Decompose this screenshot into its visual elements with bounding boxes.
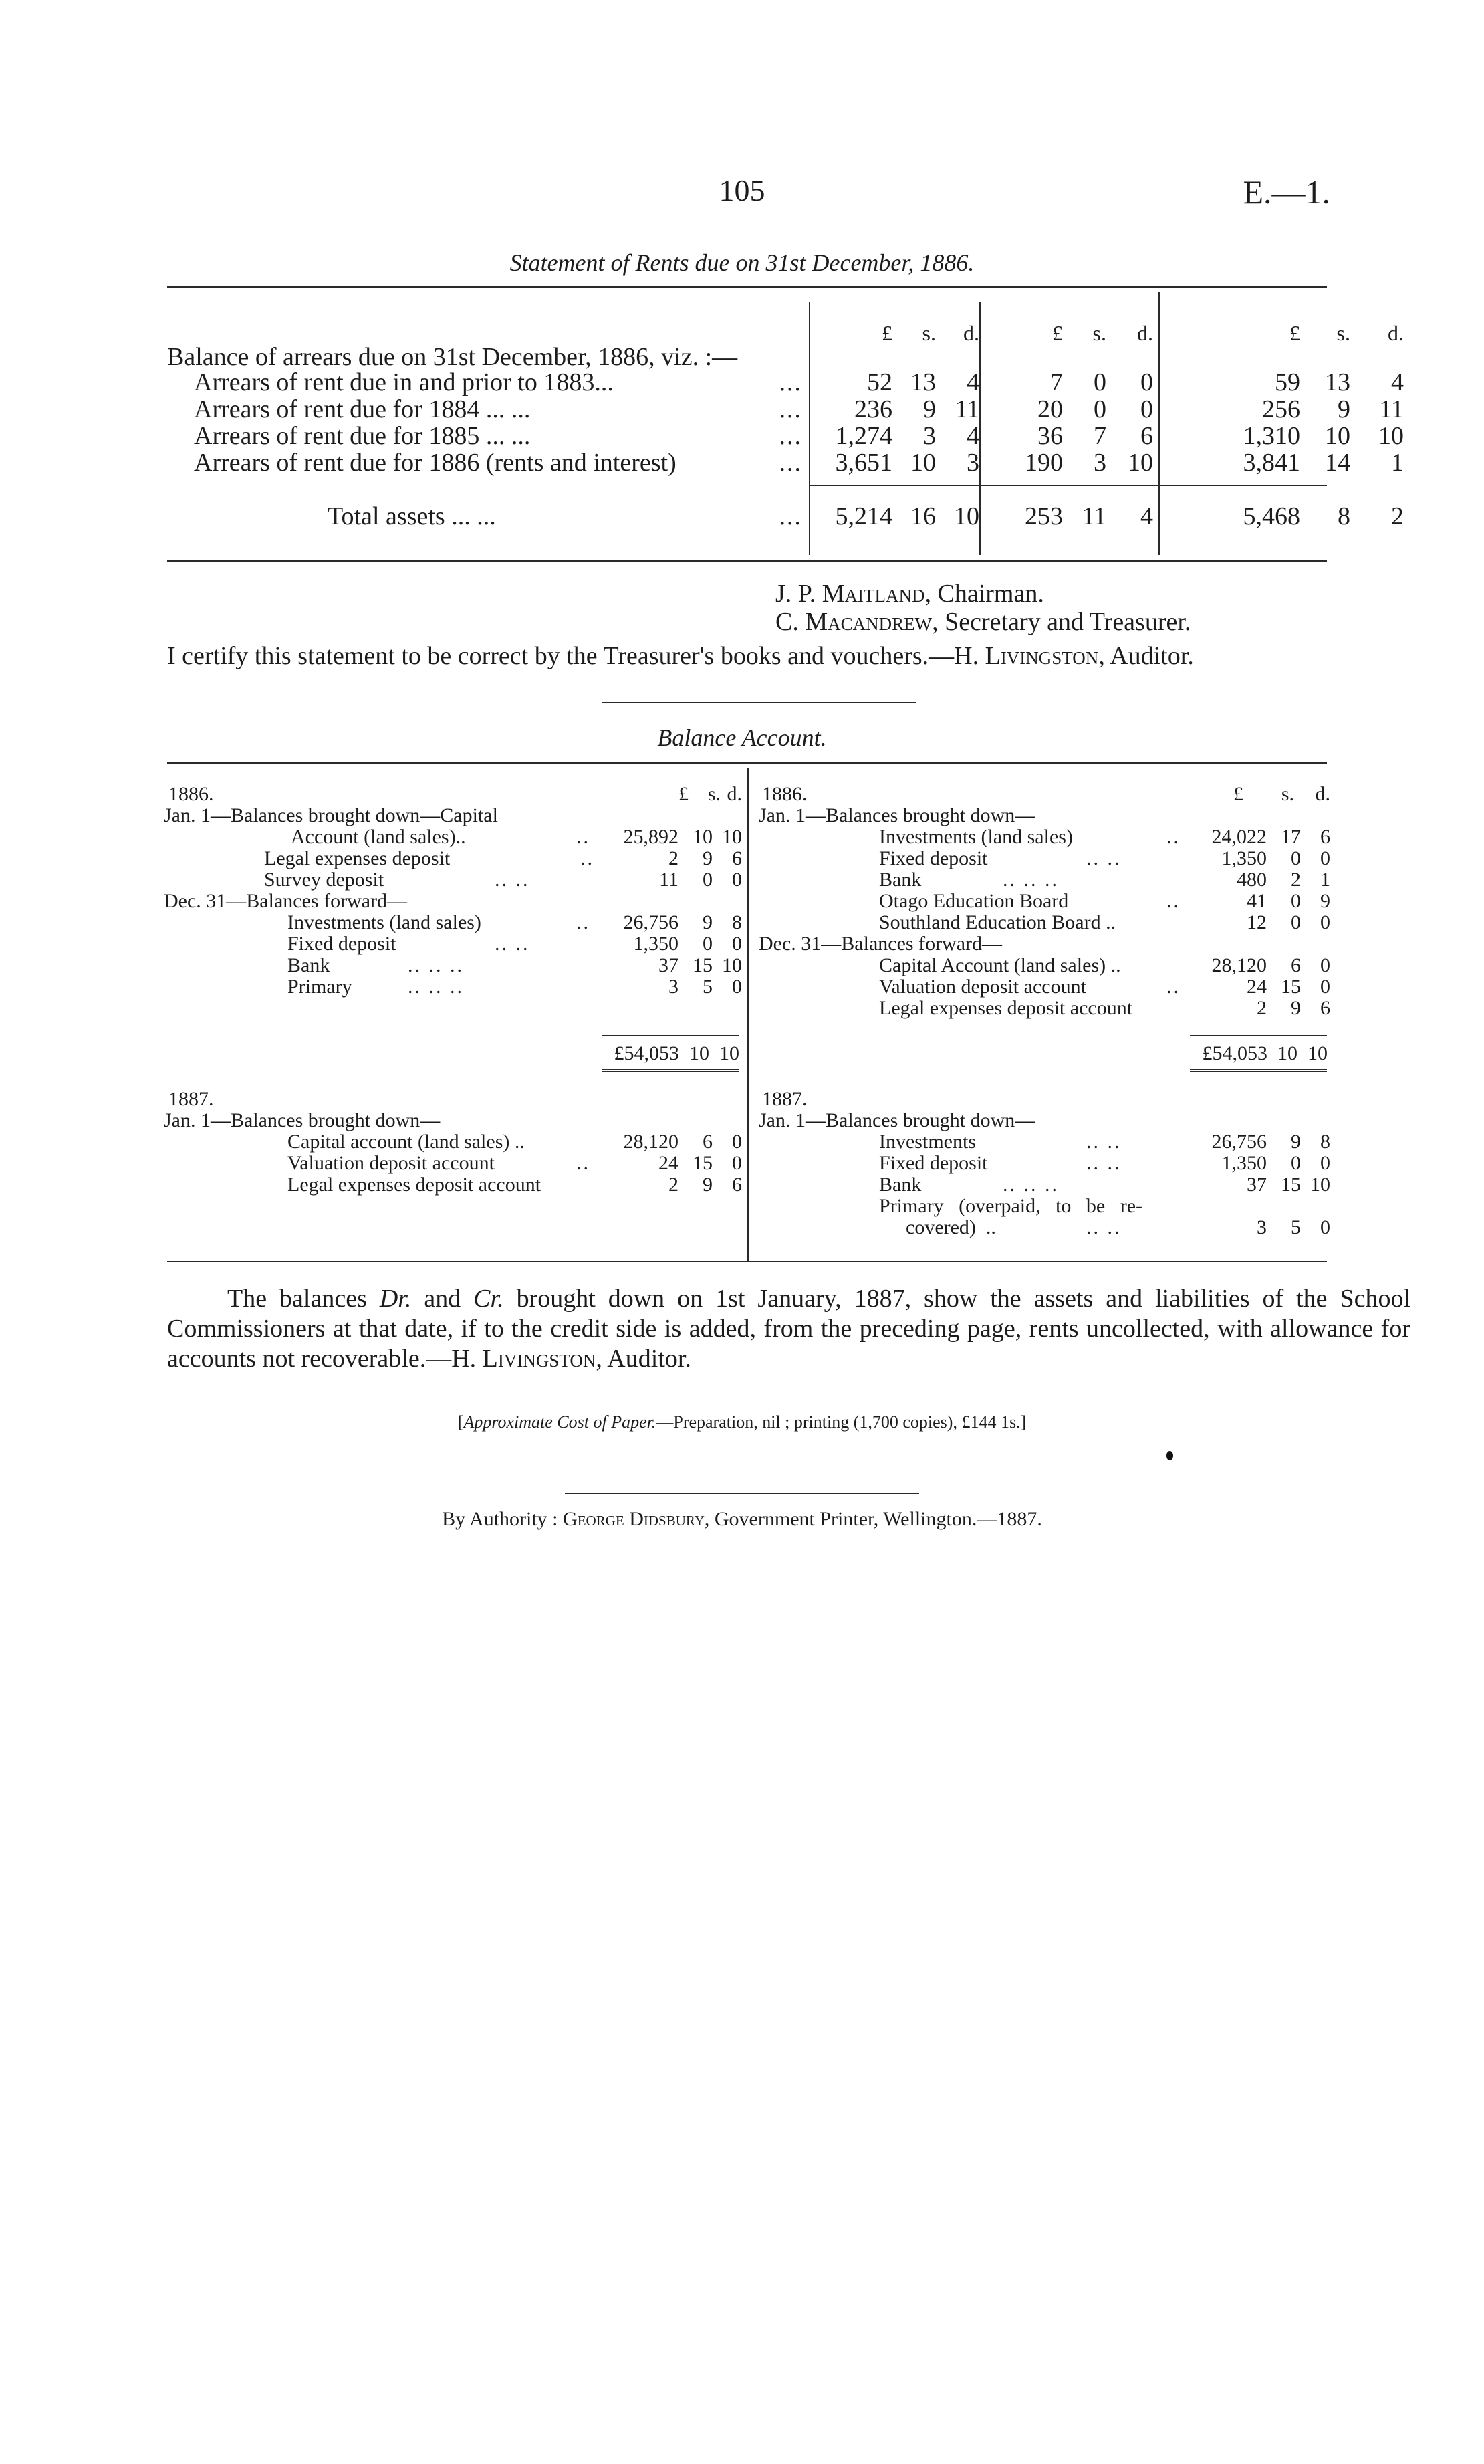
dr-total: £54,053 10 10	[614, 1042, 739, 1065]
cell: 12	[1247, 911, 1267, 933]
dr-subtotal-rule	[602, 1035, 739, 1036]
cr-year-1886: 1886.	[762, 783, 808, 805]
leader-dots: .. .. ..	[408, 976, 464, 998]
rents-row-label: Arrears of rent due for 1884 ... ...	[194, 395, 531, 423]
cell: 0	[1320, 1152, 1330, 1174]
dr-item-label: Investments (land sales)	[287, 911, 481, 933]
cell: 0	[1320, 847, 1330, 869]
cell: 24	[658, 1152, 678, 1174]
summary-cr: Cr.	[473, 1284, 504, 1313]
page-number: 105	[719, 173, 765, 207]
dr-item-label: Capital account (land sales) ..	[287, 1131, 525, 1153]
rents-heading: Balance of arrears due on 31st December, 1886, viz. :—	[167, 343, 738, 371]
cell: 256	[1262, 395, 1300, 423]
cell: 10	[1378, 422, 1404, 450]
cr-item-label: Investments (land sales)	[879, 826, 1073, 848]
cell: 59	[1275, 368, 1300, 397]
leader-dots: ...	[779, 449, 802, 477]
cell: 1,350	[1221, 847, 1267, 869]
cr-item-label: Southland Education Board ..	[879, 911, 1116, 933]
cell: 3	[1094, 449, 1106, 477]
cell: 13	[1325, 368, 1350, 397]
rents-table-bottom-rule	[167, 560, 1327, 562]
cell: 7	[1094, 422, 1106, 450]
cr-dec-label: Dec. 31—Balances forward—	[759, 933, 1003, 955]
printer-authority	[201, 1508, 1283, 1531]
dr-item-label: Legal expenses deposit account	[287, 1173, 541, 1196]
section-divider	[602, 702, 916, 703]
cr-pence-header: d.	[1315, 783, 1330, 805]
cell: 0	[732, 869, 742, 891]
cr-jan-label: Jan. 1—Balances brought down—	[759, 804, 1035, 826]
cell: 0	[703, 869, 713, 891]
dr-item-label: Legal expenses deposit	[264, 847, 451, 869]
leader-dots: .. .. ..	[1003, 869, 1059, 891]
col2-pence-header: d.	[1137, 321, 1153, 345]
cell: 10	[722, 826, 742, 848]
cell: 6	[1320, 826, 1330, 848]
col1-shilling-header: s.	[922, 321, 936, 345]
col1-pound-header: £	[882, 321, 892, 345]
leader-dots: .. ..	[495, 933, 530, 955]
authority-suffix: , Government Printer, Wellington.—1887.	[704, 1508, 1042, 1530]
cell: 2	[668, 847, 678, 869]
cell: 4	[967, 422, 979, 450]
rents-row-label: Arrears of rent due for 1886 (rents and interest)	[194, 449, 676, 477]
cell: 4	[1140, 502, 1153, 530]
cell: 26,756	[1211, 1131, 1267, 1153]
cell: 0	[732, 1131, 742, 1153]
cell: 37	[658, 954, 678, 976]
rents-table-top-rule	[167, 286, 1327, 288]
cell: 0	[1140, 368, 1153, 397]
cr-total: £54,053 10 10	[1202, 1042, 1328, 1065]
cell: 10	[1310, 1173, 1330, 1196]
cell: 0	[1140, 395, 1153, 423]
summary-text	[167, 1284, 1410, 1374]
cell: 9	[1291, 1131, 1301, 1153]
cell: 24	[1247, 976, 1267, 998]
leader-dots: ..	[1166, 890, 1181, 912]
cr-item-label: Valuation deposit account	[879, 976, 1086, 998]
cell: 480	[1237, 869, 1267, 891]
cell: 10	[1325, 422, 1350, 450]
cell: 10	[693, 826, 713, 848]
cr-item-label: Investments	[879, 1131, 976, 1153]
cell: 3	[967, 449, 979, 477]
cell: 14	[1325, 449, 1350, 477]
col3-shilling-header: s.	[1336, 321, 1350, 345]
cell: 3	[923, 422, 936, 450]
summary-part-1: The balances	[227, 1284, 367, 1313]
cell: 1	[1391, 449, 1404, 477]
cell: 9	[923, 395, 936, 423]
cell: 8	[1320, 1131, 1330, 1153]
auditor-role: , Auditor.	[1098, 642, 1194, 670]
cr-subtotal-rule	[1190, 1035, 1327, 1036]
rents-row	[0, 423, 1484, 451]
cell: 15	[1281, 1173, 1301, 1196]
summary-part-3: brought down on 1st January, 1887, show the assets and liabilities of the School Commissioners at that date, if to the credit side is added, from the preceding page, rents uncollected, with allowance for accounts not recoverable.—H.	[167, 1284, 1411, 1373]
rents-row-label: Arrears of rent due in and prior to 1883...	[194, 368, 614, 397]
document-reference: E.—1.	[1243, 173, 1330, 211]
leader-dots: ...	[779, 395, 802, 423]
rents-row	[0, 369, 1484, 397]
cell: 9	[1338, 395, 1350, 423]
dr-item-label: Fixed deposit	[287, 933, 396, 955]
cell: 11	[1379, 395, 1404, 423]
secretary-signature	[775, 608, 1191, 635]
rents-row	[0, 396, 1484, 424]
cr-year-1887: 1887.	[762, 1088, 808, 1110]
dr-total-double-rule	[602, 1069, 739, 1072]
cell: 5	[703, 976, 713, 998]
cell: 0	[1291, 1152, 1301, 1174]
secretary-name: Macandrew	[805, 608, 933, 636]
cell: 24,022	[1211, 826, 1267, 848]
cell: 10	[722, 954, 742, 976]
cell: 5	[1291, 1216, 1301, 1238]
leader-dots: ...	[779, 422, 802, 450]
cell: 15	[693, 954, 713, 976]
cell: 10	[954, 502, 979, 530]
total-rule	[809, 485, 1327, 486]
dr-item-label: Valuation deposit account	[287, 1152, 495, 1174]
cell: 25,892	[623, 826, 678, 848]
auditor-name: Livingston	[985, 642, 1099, 670]
cell: 2	[1257, 997, 1267, 1019]
cell: 15	[693, 1152, 713, 1174]
dr-item-label: Bank	[287, 954, 330, 976]
cell: 28,120	[623, 1131, 678, 1153]
dr-item-label: Survey deposit	[264, 869, 384, 891]
dr-jan-1887-label: Jan. 1—Balances brought down—	[164, 1109, 441, 1131]
cell: 6	[703, 1131, 713, 1153]
cell: 6	[1291, 954, 1301, 976]
dr-shilling-header: s.	[707, 783, 721, 805]
leader-dots: .. ..	[495, 869, 530, 891]
leader-dots: ..	[1166, 976, 1181, 998]
cell: 3	[1257, 1216, 1267, 1238]
cell: 2	[1291, 869, 1301, 891]
cost-note-open: [	[457, 1412, 464, 1432]
cr-item-label: Primary (overpaid, to be re-	[879, 1195, 1143, 1217]
rents-total-row	[0, 503, 1484, 531]
cost-note	[201, 1412, 1283, 1432]
secretary-initials: C.	[775, 608, 799, 636]
cell: 9	[1320, 890, 1330, 912]
col1-pence-header: d.	[963, 321, 979, 345]
cell: 1,350	[1221, 1152, 1267, 1174]
balance-account-title: Balance Account.	[657, 724, 827, 751]
cell: 10	[910, 449, 936, 477]
cr-item-label: Bank	[879, 869, 922, 891]
cr-total-double-rule	[1190, 1069, 1327, 1072]
cell: 0	[1320, 976, 1330, 998]
authority-prefix: By Authority :	[442, 1508, 558, 1530]
dr-year-1887: 1887.	[168, 1088, 214, 1110]
cell: 0	[1291, 911, 1301, 933]
summary-dr: Dr.	[379, 1284, 412, 1313]
col2-pound-header: £	[1052, 321, 1063, 345]
cell: 0	[1320, 1216, 1330, 1238]
cell: 0	[1320, 911, 1330, 933]
total-assets-label: Total assets ... ...	[328, 502, 496, 530]
cr-pound-header: £	[1233, 783, 1243, 805]
dr-year-1886: 1886.	[168, 783, 214, 805]
chairman-role: , Chairman.	[924, 580, 1044, 608]
cell: 9	[703, 1173, 713, 1196]
dr-pound-header: £	[678, 783, 689, 805]
balance-top-rule	[167, 762, 1327, 764]
leader-dots: ...	[779, 368, 802, 397]
cell: 0	[1320, 954, 1330, 976]
cell: 0	[732, 976, 742, 998]
cr-item-label: covered) ..	[906, 1216, 996, 1238]
leader-dots: .. ..	[1086, 1131, 1122, 1153]
cell: 2	[668, 1173, 678, 1196]
cell: 1,350	[633, 933, 678, 955]
cell: 6	[732, 1173, 742, 1196]
cell: 9	[703, 911, 713, 933]
dr-pence-header: d.	[727, 783, 742, 805]
chairman-name: Maitland	[822, 580, 925, 608]
cell: 6	[1140, 422, 1153, 450]
cell: 11	[1082, 502, 1106, 530]
cell: 13	[910, 368, 936, 397]
chairman-signature	[775, 580, 1044, 607]
cr-item-label: Fixed deposit	[879, 847, 988, 869]
cell: 2	[1391, 502, 1404, 530]
cell: 236	[854, 395, 892, 423]
rents-row	[0, 449, 1484, 477]
cell: 1	[1320, 869, 1330, 891]
leader-dots: .. ..	[1086, 1152, 1122, 1174]
cell: 0	[703, 933, 713, 955]
cell: 52	[867, 368, 892, 397]
cr-shilling-header: s.	[1281, 783, 1294, 805]
cell: 10	[1128, 449, 1153, 477]
cell: 0	[1291, 847, 1301, 869]
dr-dec-label: Dec. 31—Balances forward—	[164, 890, 408, 912]
cell: 37	[1247, 1173, 1267, 1196]
summary-auditor-role: , Auditor.	[596, 1345, 691, 1373]
cell: 3	[668, 976, 678, 998]
col2-shilling-header: s.	[1092, 321, 1106, 345]
auditor-certification	[167, 642, 1410, 670]
cell: 1,274	[835, 422, 892, 450]
leader-dots: ..	[576, 826, 590, 848]
balance-bottom-rule	[167, 1261, 1327, 1262]
leader-dots: .. ..	[1086, 847, 1122, 869]
dr-item-label: Primary	[287, 976, 352, 998]
summary-paragraph	[167, 1284, 1410, 1374]
leader-dots: ..	[576, 1152, 590, 1174]
cr-item-label: Fixed deposit	[879, 1152, 988, 1174]
cell: 17	[1281, 826, 1301, 848]
cr-item-label: Legal expenses deposit account	[879, 997, 1133, 1019]
leader-dots: ..	[576, 911, 590, 933]
cell: 0	[732, 1152, 742, 1174]
rents-row-label: Arrears of rent due for 1885 ... ...	[194, 422, 531, 450]
col3-pence-header: d.	[1388, 321, 1404, 345]
leader-dots: .. .. ..	[408, 954, 464, 976]
summary-part-2: and	[424, 1284, 461, 1313]
cell: 8	[1338, 502, 1350, 530]
leader-dots: .. ..	[1086, 1216, 1122, 1238]
cell: 20	[1037, 395, 1063, 423]
cell: 3,651	[835, 449, 892, 477]
certify-text: I certify this statement to be correct by the Treasurer's books and vouchers.—H.	[167, 642, 979, 670]
cell: 4	[967, 368, 979, 397]
cell: 6	[732, 847, 742, 869]
cell: 11	[659, 869, 678, 891]
cell: 0	[1094, 395, 1106, 423]
cell: 0	[1094, 368, 1106, 397]
cell: 5,468	[1243, 502, 1300, 530]
cell: 253	[1025, 502, 1063, 530]
leader-dots: ..	[1166, 826, 1181, 848]
cell: 9	[703, 847, 713, 869]
printer-name: George Didsbury	[563, 1508, 705, 1530]
cell: 190	[1025, 449, 1063, 477]
cell: 6	[1320, 997, 1330, 1019]
cr-item-label: Capital Account (land sales) ..	[879, 954, 1121, 976]
dr-item-label: Account (land sales)..	[291, 826, 466, 848]
col3-pound-header: £	[1289, 321, 1300, 345]
cost-note-rest: —Preparation, nil ; printing (1,700 copies), £144 1s.]	[656, 1412, 1027, 1432]
leader-dots: ..	[580, 847, 594, 869]
cell: 11	[955, 395, 979, 423]
cr-item-label: Bank	[879, 1173, 922, 1196]
cost-note-mark	[1166, 1451, 1173, 1460]
cell: 5,214	[835, 502, 892, 530]
authority-divider	[565, 1493, 919, 1494]
cell: 0	[732, 933, 742, 955]
cell: 16	[910, 502, 936, 530]
cell: 8	[732, 911, 742, 933]
cr-jan-1887-label: Jan. 1—Balances brought down—	[759, 1109, 1035, 1131]
leader-dots: .. .. ..	[1003, 1173, 1059, 1196]
chairman-initials: J. P.	[775, 580, 816, 608]
cost-note-italic: Approximate Cost of Paper.	[463, 1412, 656, 1432]
cell: 3,841	[1243, 449, 1300, 477]
cell: 15	[1281, 976, 1301, 998]
cell: 36	[1037, 422, 1063, 450]
cell: 1,310	[1243, 422, 1300, 450]
cell: 0	[1291, 890, 1301, 912]
leader-dots: ...	[779, 502, 802, 530]
cell: 26,756	[623, 911, 678, 933]
rents-heading-row	[0, 344, 1484, 372]
dr-jan-label: Jan. 1—Balances brought down—Capital	[164, 804, 498, 826]
secretary-role: , Secretary and Treasurer.	[932, 608, 1191, 636]
cell: 9	[1291, 997, 1301, 1019]
cell: 7	[1050, 368, 1063, 397]
statement-title: Statement of Rents due on 31st December, 1886.	[509, 249, 975, 276]
cell: 41	[1247, 890, 1267, 912]
cell: 28,120	[1211, 954, 1267, 976]
cr-item-label: Otago Education Board	[879, 890, 1069, 912]
cell: 4	[1391, 368, 1404, 397]
summary-auditor-name: Livingston	[482, 1345, 596, 1373]
balance-center-divider	[747, 768, 749, 1261]
